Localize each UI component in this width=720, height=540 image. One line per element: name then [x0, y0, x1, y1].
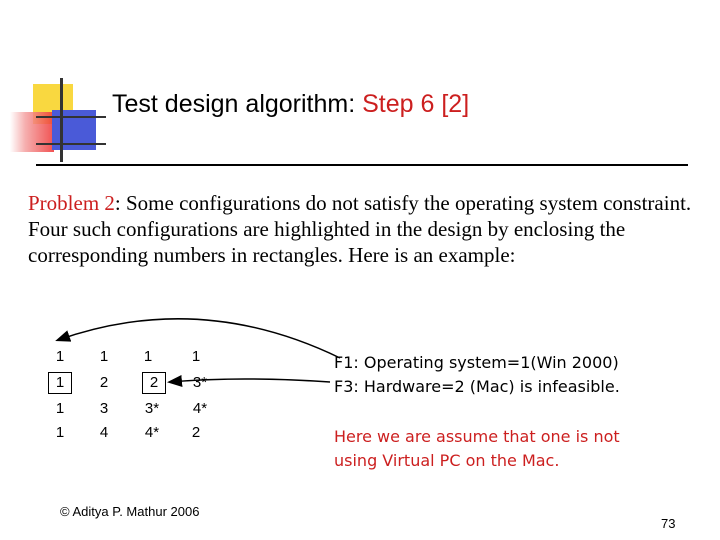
table-cell: 1: [55, 424, 65, 441]
problem-label: Problem 2: [28, 191, 115, 215]
title-main: Test design algorithm:: [112, 90, 363, 118]
table-cell: 4: [99, 424, 109, 441]
note-line-1: F1: Operating system=1(Win 2000): [334, 353, 619, 372]
page-number: 73: [661, 516, 676, 531]
table-cell-highlighted: 2: [142, 372, 166, 394]
table-cell: 4*: [192, 400, 208, 417]
table-cell: 1: [55, 400, 65, 417]
table-cell: 3: [99, 400, 109, 417]
table-cell-highlighted: 1: [48, 372, 72, 394]
copyright-footer: © Aditya P. Mathur 2006: [60, 504, 200, 519]
table-cell: 2: [191, 424, 201, 441]
table-cell: 1: [99, 348, 109, 365]
title-accent: Step 6 [2]: [362, 90, 470, 118]
table-cell: 3*: [192, 374, 208, 391]
arrow-to-f1-cell: [58, 319, 340, 358]
table-cell: 1: [143, 348, 153, 365]
table-cell: 4*: [144, 424, 160, 441]
arrow-to-f3-cell: [170, 379, 330, 382]
table-cell: 1: [191, 348, 201, 365]
table-cell: 1: [55, 348, 65, 365]
table-cell: 2: [99, 374, 109, 391]
note-red-line-2: using Virtual PC on the Mac.: [334, 451, 560, 470]
problem-body: : Some configurations do not satisfy the operating system constraint. Four such configurations are highlighted in the design by enclosing the corresponding numbers in rectangles. Here is an example:: [28, 191, 692, 267]
table-cell: 3*: [144, 400, 160, 417]
note-line-2: F3: Hardware=2 (Mac) is infeasible.: [334, 377, 620, 396]
note-red-line-1: Here we are assume that one is not: [334, 427, 620, 446]
